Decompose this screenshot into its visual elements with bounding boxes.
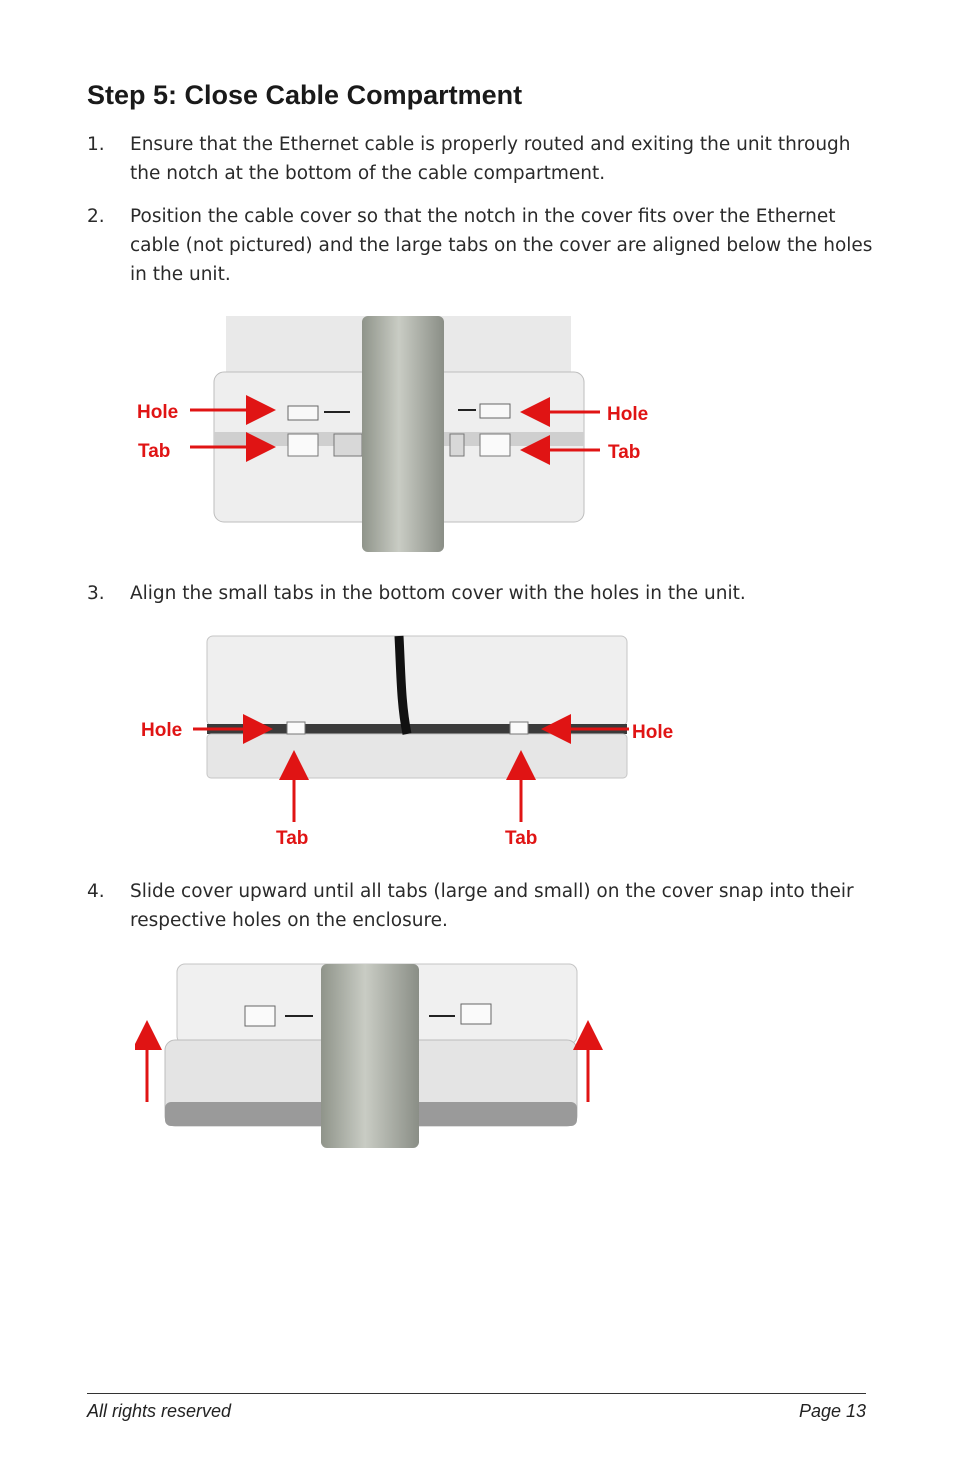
step-4 [87,877,877,935]
step-text: Position the cable cover so that the notch in the cover fits over the Ethernet cable (not pictured) and the large tabs on the cover are aligned below the holes in the unit. [130,206,873,285]
mounting-pole [321,964,419,1148]
step-number: 1. [87,134,105,155]
figure-large-tabs [130,314,670,554]
label-hole-right: Hole [607,404,649,425]
label-hole-left: Hole [141,720,183,741]
step-3 [87,579,877,608]
mounting-pole [362,316,444,552]
label-tab-left: Tab [138,441,171,462]
page-heading: Step 5: Close Cable Compartment [87,80,523,110]
label-tab-left: Tab [276,828,309,849]
enclosure-photo [165,964,577,1148]
step-number: 3. [87,583,105,604]
footer-rights: All rights reserved [87,1401,232,1421]
label-tab-right: Tab [608,442,641,463]
figure-small-tabs [135,634,690,854]
step-1 [87,130,877,188]
footer-divider [87,1393,866,1394]
step-text: Align the small tabs in the bottom cover with the holes in the unit. [130,583,746,604]
step-number: 2. [87,206,105,227]
label-hole-left: Hole [137,402,179,423]
footer-page-number: Page 13 [798,1401,866,1421]
label-hole-right: Hole [632,722,674,743]
figure-slide-cover [135,962,605,1150]
step-2 [87,202,877,289]
label-tab-right: Tab [505,828,538,849]
enclosure-photo [207,636,627,778]
enclosure-photo [214,316,584,552]
step-number: 4. [87,881,105,902]
step-text: Ensure that the Ethernet cable is properly routed and exiting the unit through the notch at the bottom of the cable compartment. [130,134,851,184]
step-text: Slide cover upward until all tabs (large and small) on the cover snap into their respective holes on the enclosure. [130,881,854,931]
